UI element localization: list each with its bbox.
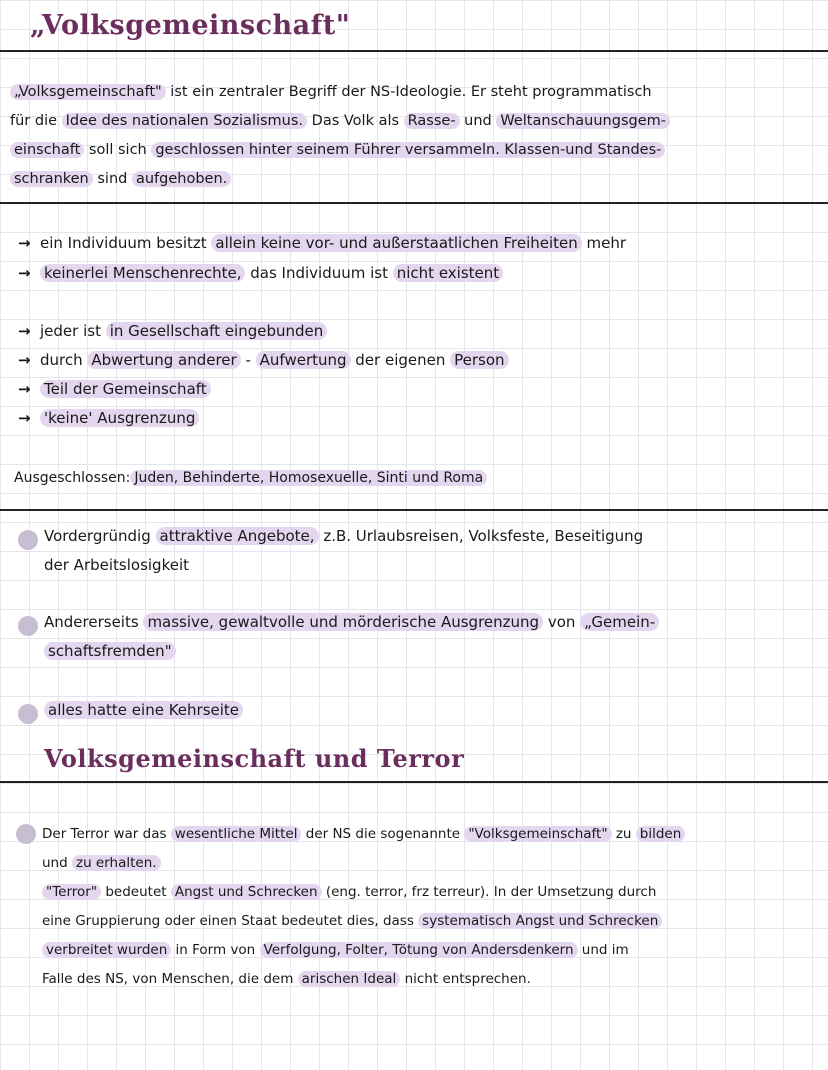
- text-line: [10, 107, 670, 136]
- text-line: [42, 820, 685, 849]
- text-line: [42, 936, 685, 965]
- highlighted-text: 'keine' Ausgrenzung: [40, 409, 199, 427]
- circle-bullet-icon: [16, 824, 36, 844]
- highlighted-text: Idee des nationalen Sozialismus.: [62, 113, 307, 129]
- circle-bullet-icon: [18, 704, 38, 724]
- circle-bullet-icon: [18, 530, 38, 550]
- arrow-right-icon: →: [18, 380, 31, 398]
- text-line: [44, 696, 243, 725]
- text-segment: sind: [92, 171, 132, 187]
- text-segment: z.B. Urlaubsreisen, Volksfeste, Beseitigung: [318, 527, 644, 545]
- highlighted-text: verbreitet wurden: [42, 942, 171, 958]
- highlighted-text: bilden: [636, 826, 686, 842]
- bullet-item: [44, 522, 643, 580]
- text-segment: und im: [577, 942, 629, 958]
- text-line: [14, 464, 487, 493]
- text-segment: bedeutet: [101, 884, 171, 900]
- highlighted-text: Aufwertung: [256, 351, 351, 369]
- text-line: [42, 907, 685, 936]
- highlighted-text: Angst und Schrecken: [171, 884, 322, 900]
- highlighted-text: Verfolgung, Folter, Tötung von Andersdenkern: [260, 942, 578, 958]
- text-line: [40, 264, 503, 282]
- text-segment: -: [240, 351, 256, 369]
- subtitle-underline: [0, 781, 828, 783]
- arrow-item: [18, 320, 327, 342]
- highlighted-text: „Volksgemeinschaft": [10, 84, 166, 100]
- text-segment: für die: [10, 113, 62, 129]
- highlighted-text: arischen Ideal: [298, 971, 401, 987]
- text-segment: Andererseits: [44, 613, 144, 631]
- arrow-right-icon: →: [18, 234, 31, 252]
- highlighted-text: Teil der Gemeinschaft: [40, 380, 211, 398]
- text-segment: (eng. terror, frz terreur). In der Umsetzung durch: [321, 884, 657, 900]
- bullet-item: [44, 608, 659, 666]
- arrow-right-icon: →: [18, 409, 31, 427]
- text-line: [42, 849, 685, 878]
- highlighted-text: aufgehoben.: [132, 171, 231, 187]
- text-segment: eine Gruppierung oder einen Staat bedeutet dies, dass: [42, 913, 419, 929]
- arrow-item: [18, 407, 199, 429]
- text-segment: Ausgeschlossen:: [14, 470, 131, 486]
- highlighted-text: massive, gewaltvolle und mörderische Ausgrenzung: [143, 613, 543, 631]
- text-segment: Das Volk als: [307, 113, 404, 129]
- highlighted-text: "Volksgemeinschaft": [464, 826, 611, 842]
- highlighted-text: alles hatte eine Kehrseite: [44, 701, 243, 719]
- text-segment: durch: [40, 351, 88, 369]
- text-line: [40, 234, 626, 252]
- text-line: [10, 78, 670, 107]
- text-line: [10, 136, 670, 165]
- arrow-item: [18, 232, 626, 254]
- highlighted-text: einschaft: [10, 142, 84, 158]
- arrow-right-icon: →: [18, 322, 31, 340]
- highlighted-text: schaftsfremden": [44, 642, 176, 660]
- highlighted-text: geschlossen hinter seinem Führer versammeln. Klassen-und Standes-: [151, 142, 665, 158]
- text-segment: nicht entsprechen.: [400, 971, 531, 987]
- text-segment: der Arbeitslosigkeit: [44, 556, 190, 574]
- title-underline: [0, 50, 828, 52]
- highlighted-text: „Gemein-: [580, 613, 659, 631]
- arrow-right-icon: →: [18, 264, 31, 282]
- highlighted-text: Rasse-: [404, 113, 460, 129]
- highlighted-text: wesentliche Mittel: [171, 826, 302, 842]
- highlighted-text: Abwertung anderer: [87, 351, 240, 369]
- highlighted-text: in Gesellschaft eingebunden: [106, 322, 328, 340]
- text-segment: soll sich: [84, 142, 152, 158]
- highlighted-text: Juden, Behinderte, Homosexuelle, Sinti und Roma: [130, 470, 487, 486]
- terror-paragraph: [42, 820, 685, 994]
- bullet-item: [44, 696, 243, 725]
- intro-paragraph: [10, 78, 670, 194]
- text-line: [44, 522, 643, 551]
- arrow-item: [18, 378, 211, 400]
- text-segment: jeder ist: [40, 322, 106, 340]
- text-line: [42, 878, 685, 907]
- text-line: [44, 551, 643, 580]
- text-segment: zu: [611, 826, 636, 842]
- text-segment: und: [42, 855, 72, 871]
- text-line: [40, 380, 211, 398]
- highlighted-text: schranken: [10, 171, 93, 187]
- highlighted-text: Weltanschauungsgem-: [496, 113, 670, 129]
- text-line: [42, 965, 685, 994]
- text-line: [40, 322, 327, 340]
- text-line: [44, 608, 659, 637]
- text-segment: der NS die sogenannte: [301, 826, 465, 842]
- section-divider-1: [0, 202, 828, 204]
- highlighted-text: keinerlei Menschenrechte,: [40, 264, 245, 282]
- highlighted-text: "Terror": [42, 884, 101, 900]
- circle-bullet-icon: [18, 616, 38, 636]
- page-title: „Volksgemeinschaft": [30, 10, 351, 41]
- text-segment: von: [543, 613, 581, 631]
- arrow-item: [18, 349, 509, 371]
- text-segment: Der Terror war das: [42, 826, 171, 842]
- text-segment: in Form von: [171, 942, 260, 958]
- text-segment: der eigenen: [350, 351, 451, 369]
- text-line: [10, 165, 670, 194]
- text-segment: ist ein zentraler Begriff der NS-Ideologie. Er steht programmatisch: [165, 84, 652, 100]
- excluded-line: [14, 464, 487, 493]
- text-line: [44, 637, 659, 666]
- arrow-item: [18, 262, 503, 284]
- section-divider-2: [0, 509, 828, 511]
- highlighted-text: nicht existent: [393, 264, 503, 282]
- highlighted-text: systematisch Angst und Schrecken: [418, 913, 662, 929]
- highlighted-text: allein keine vor- und außerstaatlichen Freiheiten: [211, 234, 581, 252]
- text-line: [40, 409, 199, 427]
- text-segment: das Individuum ist: [245, 264, 393, 282]
- section-subtitle: Volksgemeinschaft und Terror: [44, 744, 465, 773]
- highlighted-text: zu erhalten.: [72, 855, 161, 871]
- highlighted-text: attraktive Angebote,: [156, 527, 319, 545]
- text-segment: ein Individuum besitzt: [40, 234, 212, 252]
- text-segment: Vordergründig: [44, 527, 156, 545]
- text-segment: mehr: [581, 234, 627, 252]
- arrow-right-icon: →: [18, 351, 31, 369]
- text-line: [40, 351, 509, 369]
- text-segment: Falle des NS, von Menschen, die dem: [42, 971, 298, 987]
- highlighted-text: Person: [450, 351, 508, 369]
- text-segment: und: [459, 113, 497, 129]
